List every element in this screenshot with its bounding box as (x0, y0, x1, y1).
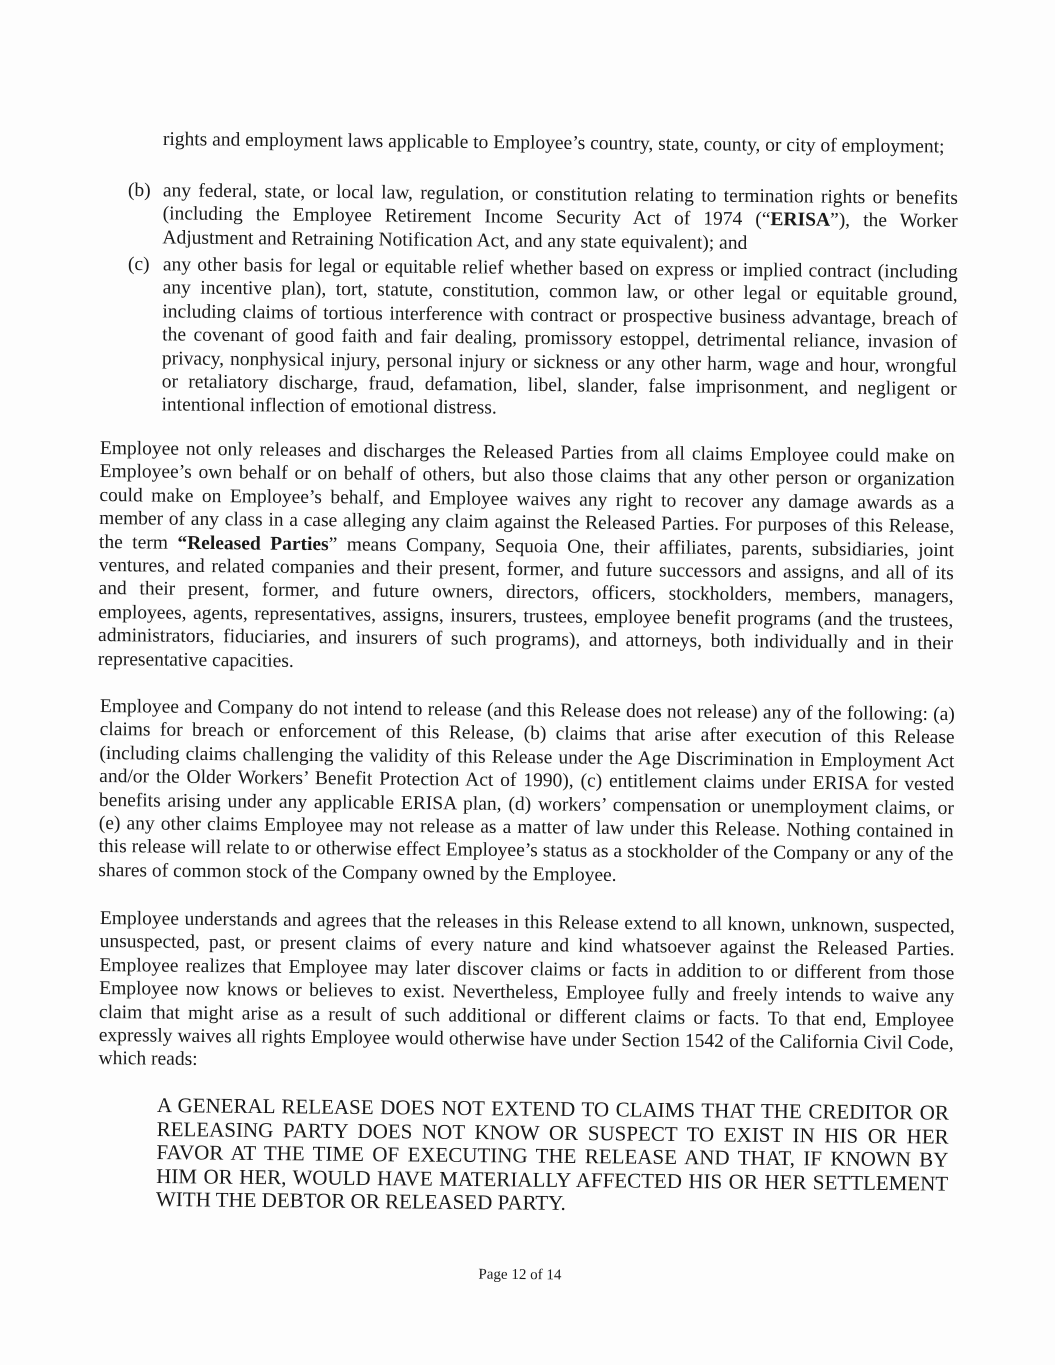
list-item-b (127, 179, 958, 257)
paragraph-released-parties (98, 437, 955, 679)
list-item-text (162, 179, 958, 257)
defined-term-erisa: ERISA (770, 209, 831, 232)
list-item-c (126, 253, 958, 425)
list-item-label: (b) (127, 179, 151, 202)
paragraph-text-part: Employee not only releases and discharges the Released Parties from all claims Employee could make on Employee’s own behalf or on behalf of others, but also those claims that any other person or organization could make on Employee’s behalf, and Employee waives any right to recover any damage awards as a member of any class in a case alleging any claim against the Released Parties. For purposes of this Release, the term (98, 437, 955, 554)
list-item-label: (c) (127, 253, 150, 276)
paragraph-text-part: ” means Company, Sequoia One, their affiliates, parents, subsidiaries, joint ventures, and related companies and their present, former, and future successors and assigns, and all of its and their present, former, and future owners, directors, officers, stockholders, members, managers, employees, agents, representatives, assigns, insurers, trustees, employee benefit programs (and the trustees, administrators, fiduciaries, and insurers of such programs), and attorneys, both individually and in their representative capacities. (97, 533, 955, 672)
paragraph-waiver: Employee understands and agrees that the releases in this Release extend to all known, unknown, suspected, unsuspected, past, or present claims of every nature and kind whatsoever against the Released Parties. Employee realizes that Employee may later discover claims or facts in addition to or different from those Employee now knows or believes to exist. Nevertheless, Employee fully and freely intends to waive any claim that might arise as a result of such additional or different claims or facts. To that end, Employee expressly waives all rights Employee would otherwise have under Section 1542 of the California Civil Code, which reads: (98, 907, 955, 1071)
defined-term-released-parties: “Released Parties (177, 532, 329, 555)
civil-code-1542-quote: A GENERAL RELEASE DOES NOT EXTEND TO CLAIMS THAT THE CREDITOR OR RELEASING PARTY DOES NOT KNOW OR SUSPECT TO EXIST IN HIS OR HER FAVOR AT THE TIME OF EXECUTING THE RELEASE AND THAT, IF KNOWN BY HIM OR HER, WOULD HAVE MATERIALLY AFFECTED HIS OR HER SETTLEMENT WITH THE DEBTOR OR RELEASED PARTY. (155, 1093, 949, 1216)
continuation-text: rights and employment laws applicable to Employee’s country, state, county, or city of employment; (162, 128, 945, 158)
paragraph-exclusions: Employee and Company do not intend to release (and this Release does not release) any of the following: (a) claims for breach or enforcement of this Release, (b) claims that arise after execution of this Release (including claims challenging the validity of this Release under the Age Discrimination in Employment Act and/or the Older Workers’ Benefit Protection Act of 1990), (c) entitlement claims under ERISA for vested benefits arising under any applicable ERISA plan, (d) workers’ compensation or unemployment claims, or (e) any other claims Employee may not release as a matter of law under this Release. Nothing contained in this release will relate to or otherwise effect Employee’s status as a stockholder of the Company or any of the shares of common stock of the Company owned by the Employee. (98, 695, 955, 886)
list-item-text-part: any federal, state, or local law, regulation, or constitution relating to termination rights or benefits (including the Employee Retirement Income Security Act of 1974 (“ (162, 180, 958, 231)
list-item-text-part: ”), the Worker Adjustment and Retraining Notification Act, and any state equivalent); and (162, 210, 958, 254)
page-number: Page 12 of 14 (478, 1266, 562, 1284)
list-item-text: any other basis for legal or equitable relief whether based on express or implied contract (including any incentive plan), tort, statute, constitution, common law, or other legal or equitable ground, including claims of tortious interference with contract or prospective business advantage, breach of the covenant of good faith and fair dealing, promissory estoppel, detrimental reliance, invasion of privacy, nonphysical injury, personal injury or sickness or any other harm, wage and hour, wrongful or retaliatory discharge, fraud, defamation, libel, slander, false imprisonment, and negligent or intentional inflection of emotional distress. (161, 254, 958, 419)
